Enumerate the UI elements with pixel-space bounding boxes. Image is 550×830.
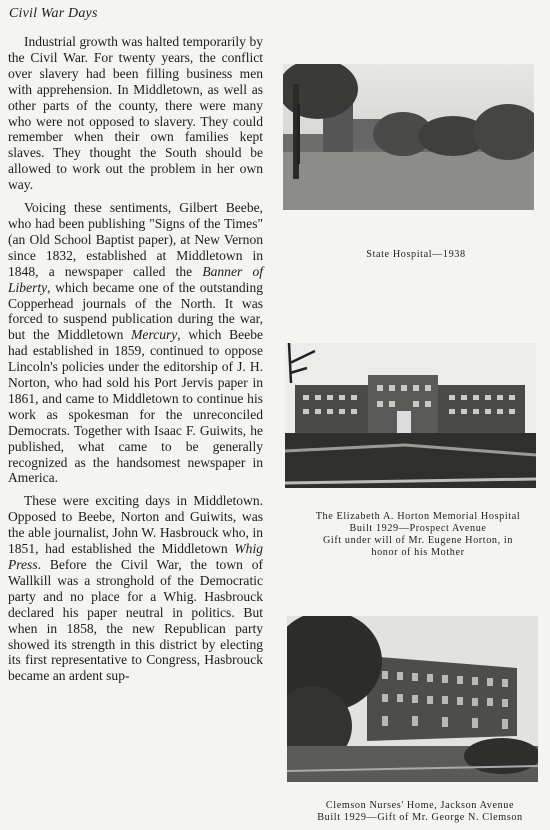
paragraph-2: Voicing these sentiments, Gilbert Beebe, who had been publishing "Signs of the Times" (an Old School Baptist paper), at New Vernon since 1832, established at Middletown in 1848, a newspaper called the Banner of Liberty, which became one of the outstanding Copperhead journals of the North. It was forced to suspend publication during the war, but the Middletown Mercury, which Beebe had established in 1859, continued to oppose Lincoln's policies under the editorship of J. H. Norton, who had sold his Port Jervis paper in 1861, and came to Middletown to continue his work as spokesman for the unreconciled Democrats. Together with Isaac F. Guiwits, he published, what came to be generally recognized as the handsomest newspaper in America. — [8, 200, 263, 486]
article-column — [8, 34, 263, 691]
paragraph-1: Industrial growth was halted temporarily by the Civil War. For twenty years, the conflict over slavery had been filling business men with apprehension. In Middletown, as well as other parts of the county, there were many who were not opposed to slavery. They could remember when their own families kept slaves. They thought the South should be allowed to work out the problem in her own way. — [8, 34, 263, 193]
paragraph-3: These were exciting days in Middletown. Opposed to Beebe, Norton and Guiwits, was the able journalist, John W. Hasbrouck who, in 1851, had established the Middletown Whig Press. Before the Civil War, the town of Wallkill was a stronghold of the Democratic party and no place for a Whig. Hasbrouck declared his paper neutral in politics. But when in 1858, the new Republican party showed its strength in this district by electing its first representative to Congress, Hasbrouck became an ardent sup- — [8, 493, 263, 684]
figure-caption-2: The Elizabeth A. Horton Memorial Hospital Built 1929—Prospect Avenue Gift under will of Mr. Eugene Horton, in honor of his Mother — [315, 511, 521, 558]
banner-of-liberty-title: Banner of Liberty — [8, 263, 263, 295]
horton-hospital-photo — [285, 343, 536, 488]
figure-caption-3: Clemson Nurses' Home, Jackson Avenue Built 1929—Gift of Mr. George N. Clemson — [317, 800, 523, 823]
clemson-nurses-home-photo — [287, 616, 538, 782]
figure-caption-1: State Hospital—1938 — [366, 249, 466, 260]
whig-press-title: Whig Press — [8, 541, 263, 572]
state-hospital-photo — [283, 64, 534, 210]
page-header: Civil War Days — [9, 6, 98, 21]
mercury-title: Mercury — [131, 327, 178, 343]
